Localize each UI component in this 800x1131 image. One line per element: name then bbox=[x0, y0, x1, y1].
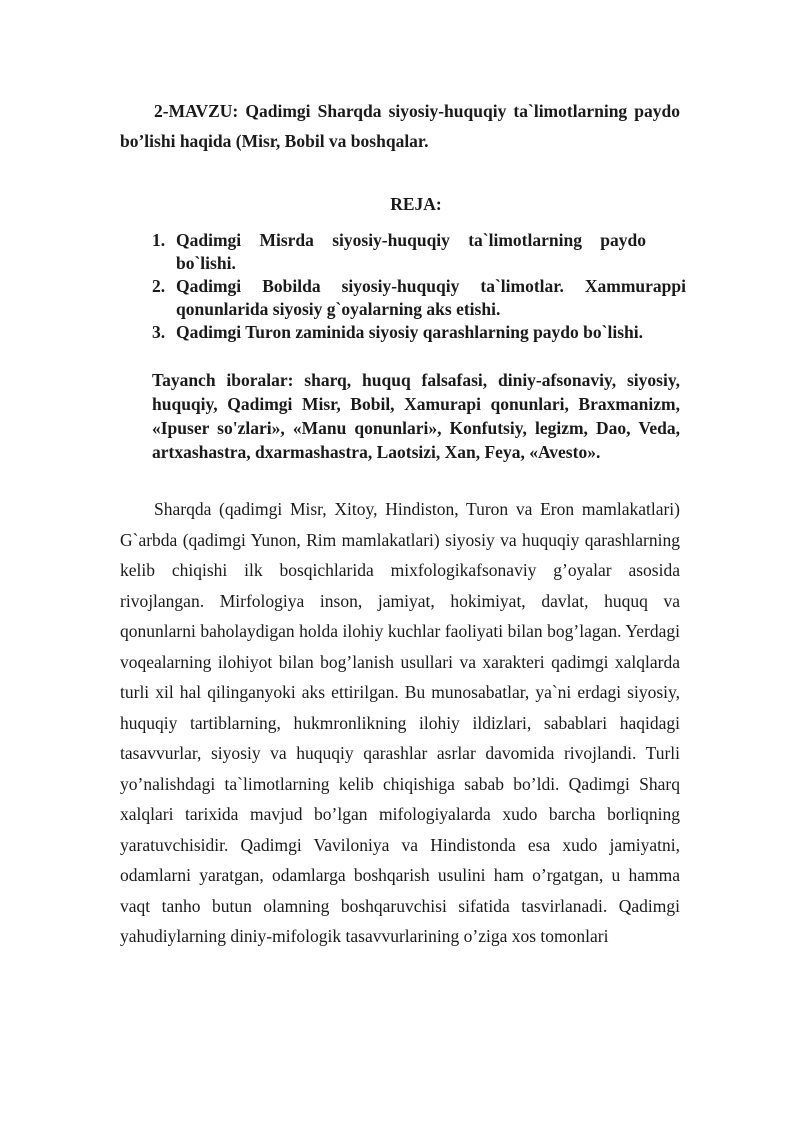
plan-item-number: 1. bbox=[152, 230, 166, 250]
plan-item-number: 2. bbox=[152, 276, 166, 296]
plan-item-text: Qadimgi Misrda siyosiy-huquqiy ta`limotlarning paydo bo`lishi. bbox=[176, 230, 646, 273]
plan-item bbox=[152, 229, 686, 275]
plan-item bbox=[152, 321, 686, 344]
body-paragraph: Sharqda (qadimgi Misr, Xitoy, Hindiston, Turon va Eron mamlakatlari) G`arbda (qadimgi Yunon, Rim mamlakatlari) siyosiy va huquqiy qarashlarning kelib chiqishi ilk bosqichlarida mixfologikafsonaviy g’oyalar asosida rivojlangan. Mirfologiya inson, jamiyat, hokimiyat, davlat, huquq va qonunlarni baholaydigan holda ilohiy kuchlar faoliyati bilan bog’lagan. Yerdagi voqealarning ilohiyot bilan bog’lanish usullari va xarakteri qadimgi xalqlarda turli xil hal qilinganyoki aks ettirilgan. Bu munosabatlar, ya`ni erdagi siyosiy, huquqiy tartiblarning, hukmronlikning ilohiy ildizlari, sabablari haqidagi tasavvurlar, siyosiy va huquqiy qarashlar asrlar davomida rivojlandi. Turli yo’nalishdagi ta`limotlarning kelib chiqishiga sabab bo’ldi. Qadimgi Sharq xalqlari tarixida mavjud bo’lgan mifologiyalarda xudo barcha borliqning yaratuvchisidir. Qadimgi Vaviloniya va Hindistonda esa xudo jamiyatni, odamlarni yaratgan, odamlarga boshqarish usulini ham o’rgatgan, u hamma vaqt tanho butun olamning boshqaruvchisi sifatida tasvirlanadi. Qadimgi yahudiylarning diniy-mifologik tasavvurlarining o’ziga xos tomonlari bbox=[120, 499, 680, 946]
keywords-block: Tayanch iboralar: sharq, huquq falsafasi, diniy-afsonaviy, siyosiy, huquqiy, Qadimgi Misr, Bobil, Xamurapi qonunlari, Braxmanizm, «Ipuser so'zlari», «Manu qonunlari», Konfutsiy, legizm, Dao, Veda, artxashastra, dxarmashastra, Laotsizi, Xan, Feya, «Avesto». bbox=[152, 370, 680, 462]
plan-list bbox=[152, 229, 686, 344]
plan-item-number: 3. bbox=[152, 322, 166, 342]
plan-item bbox=[152, 275, 686, 321]
plan-item-text: Qadimgi Bobilda siyosiy-huquqiy ta`limotlar. Xammurappi qonunlarida siyosiy g`oyalarning aks etishi. bbox=[176, 276, 686, 319]
document-title: 2-MAVZU: Qadimgi Sharqda siyosiy-huquqiy ta`limotlarning paydo bo’lishi haqida (Misr, Bobil va boshqalar. bbox=[120, 101, 680, 151]
plan-heading: REJA: bbox=[390, 194, 442, 214]
plan-item-text: Qadimgi Turon zaminida siyosiy qarashlarning paydo bo`lishi. bbox=[176, 322, 643, 342]
